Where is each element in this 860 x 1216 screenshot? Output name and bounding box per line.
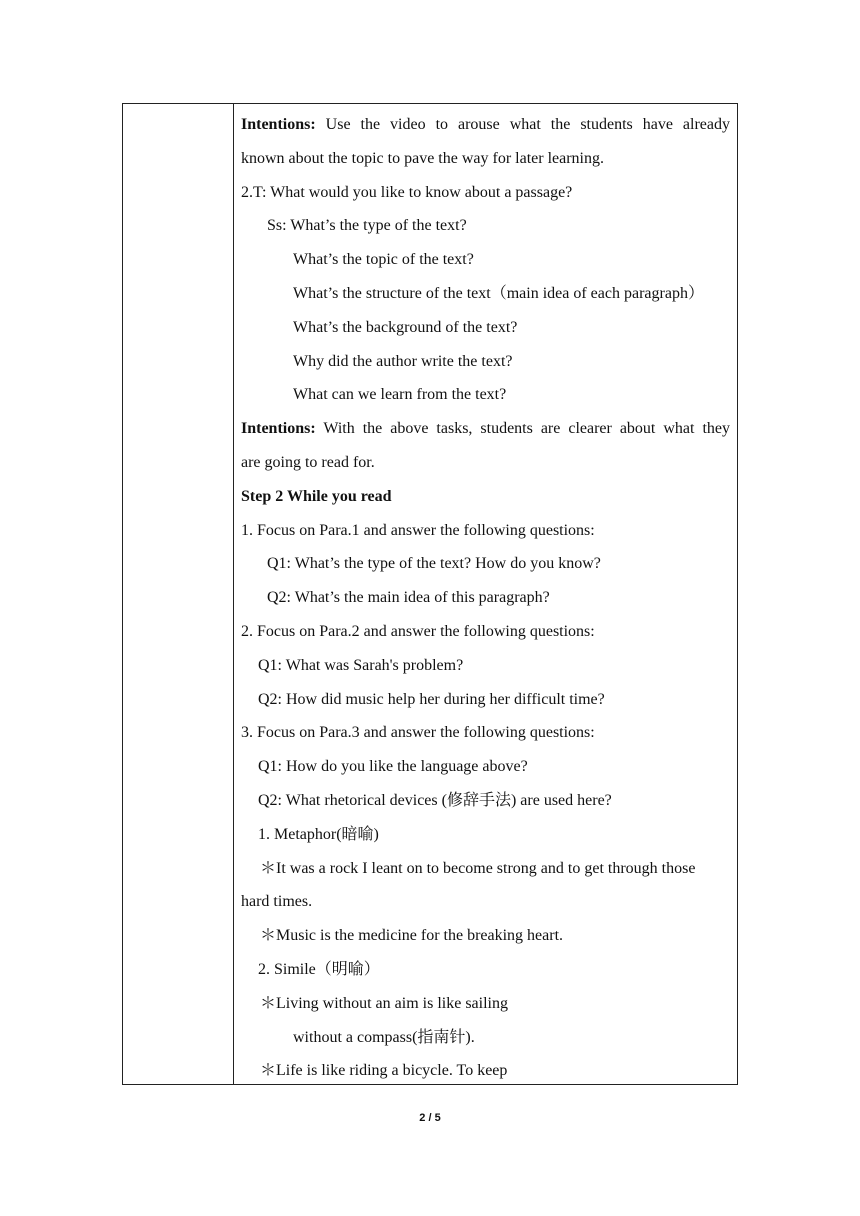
intentions-label: Intentions:: [241, 116, 316, 133]
question-line: Q2: What rhetorical devices (修辞手法) are used here?: [258, 791, 612, 809]
example-line: hard times.: [241, 893, 313, 911]
example-line: ＊It was a rock I leant on to become strong and to get through those: [260, 859, 696, 877]
intentions-line-1: [241, 108, 730, 142]
question-line: Q1: How do you like the language above?: [258, 758, 528, 776]
example-line: ＊Life is like riding a bicycle. To keep: [260, 1062, 508, 1080]
page-number: 2 / 5: [419, 1112, 441, 1124]
text-line: known about the topic to pave the way for later learning.: [241, 149, 604, 167]
lesson-table: [122, 103, 738, 1085]
device-heading: 2. Simile（明喻）: [258, 960, 380, 978]
device-heading: 1. Metaphor(暗喻): [258, 825, 379, 843]
numbered-item: 1. Focus on Para.1 and answer the following questions:: [241, 521, 595, 539]
question-line: Q1: What’s the type of the text? How do you know?: [267, 555, 601, 573]
text-line: are going to read for.: [241, 453, 375, 471]
text-segment: With the above tasks, students are clearer about what they: [315, 420, 730, 438]
question-line: Q2: How did music help her during her difficult time?: [258, 690, 605, 708]
lesson-content: [241, 108, 730, 1088]
step-heading: Step 2 While you read: [241, 487, 392, 505]
intentions-line-2: [241, 412, 730, 446]
text-line: What can we learn from the text?: [293, 386, 507, 404]
text-line: 2.T: What would you like to know about a passage?: [241, 183, 573, 201]
text-line: Why did the author write the text?: [293, 352, 513, 370]
text-segment: Use the video to arouse what the students have already: [315, 116, 730, 133]
example-line: ＊Living without an aim is like sailing: [260, 994, 508, 1012]
text-line: What’s the topic of the text?: [293, 251, 474, 269]
text-line: Ss: What’s the type of the text?: [267, 217, 467, 235]
example-line: ＊Music is the medicine for the breaking heart.: [260, 927, 564, 945]
question-line: Q1: What was Sarah's problem?: [258, 656, 464, 674]
question-line: Q2: What’s the main idea of this paragraph?: [267, 589, 550, 607]
intentions-label: Intentions:: [241, 420, 316, 438]
example-line: without a compass(指南针).: [293, 1028, 475, 1046]
numbered-item: 2. Focus on Para.2 and answer the following questions:: [241, 622, 595, 640]
text-line: What’s the structure of the text（main idea of each paragraph）: [293, 284, 704, 302]
text-line: What’s the background of the text?: [293, 318, 518, 336]
numbered-item: 3. Focus on Para.3 and answer the following questions:: [241, 724, 595, 742]
column-divider: [233, 104, 234, 1084]
